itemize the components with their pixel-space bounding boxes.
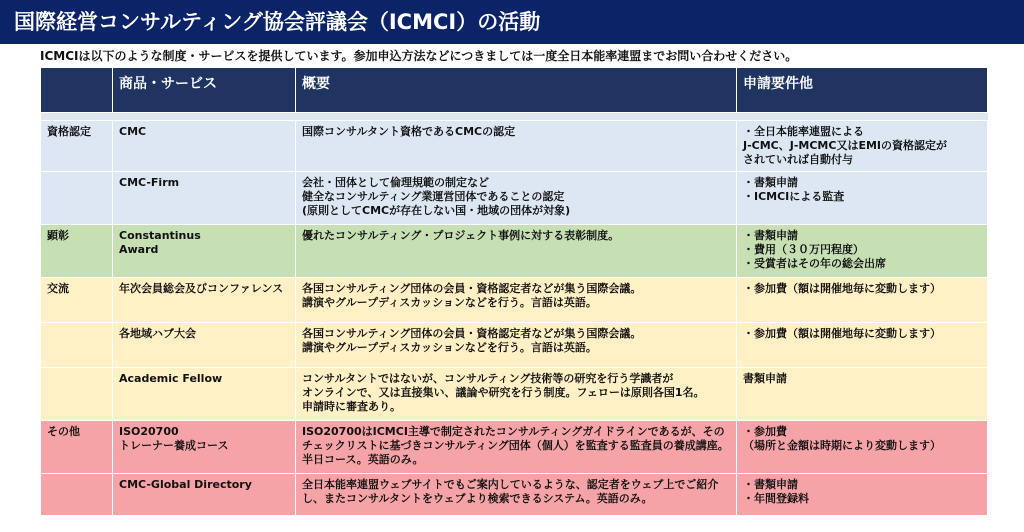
row-requirements: ・書類申請 ・費用（３０万円程度） ・受賞者はその年の総会出席 — [737, 225, 988, 278]
row-category — [41, 172, 113, 225]
table-row — [41, 172, 988, 225]
row-product: 年次会員総会及びコンファレンス — [113, 278, 296, 323]
row-category — [41, 474, 113, 516]
header-summary: 概要 — [296, 68, 737, 113]
row-product: CMC-Firm — [113, 172, 296, 225]
row-requirements: ・参加費（額は開催地毎に変動します） — [737, 278, 988, 323]
header-requirements: 申請要件他 — [737, 68, 988, 113]
page-title: 国際経営コンサルティング協会評議会（ICMCI）の活動 — [0, 0, 1024, 44]
row-product: 各地域ハブ大会 — [113, 323, 296, 368]
row-summary: ISO20700はICMCI主導で制定されたコンサルティングガイドラインであるが、そのチェックリストに基づきコンサルティング団体（個人）を監査する監査員の養成講座。半日コース。英語のみ。 — [296, 421, 737, 474]
row-requirements: ・書類申請 ・ICMCIによる監査 — [737, 172, 988, 225]
row-category: 顕彰 — [41, 225, 113, 278]
row-product: ISO20700 トレーナー養成コース — [113, 421, 296, 474]
row-category: 交流 — [41, 278, 113, 323]
row-product: Academic Fellow — [113, 368, 296, 421]
row-requirements: ・参加費（額は開催地毎に変動します） — [737, 323, 988, 368]
services-table — [40, 67, 988, 516]
row-summary: 優れたコンサルティング・プロジェクト事例に対する表彰制度。 — [296, 225, 737, 278]
row-requirements: 書類申請 — [737, 368, 988, 421]
header-spacer — [41, 113, 988, 121]
row-requirements: ・参加費 （場所と金額は時期により変動します） — [737, 421, 988, 474]
table-row — [41, 421, 988, 474]
row-product: Constantinus Award — [113, 225, 296, 278]
row-summary: コンサルタントではないが、コンサルティング技術等の研究を行う学識者が オンラインで、又は直接集い、議論や研究を行う制度。フェローは原則各国1名。 申請時に審査あり。 — [296, 368, 737, 421]
table-row — [41, 368, 988, 421]
row-category — [41, 368, 113, 421]
row-summary: 各国コンサルティング団体の会員・資格認定者などが集う国際会議。 講演やグループディスカッションなどを行う。言語は英語。 — [296, 323, 737, 368]
table-row — [41, 323, 988, 368]
row-summary: 各国コンサルティング団体の会員・資格認定者などが集う国際会議。 講演やグループディスカッションなどを行う。言語は英語。 — [296, 278, 737, 323]
table-row — [41, 474, 988, 516]
row-category: 資格認定 — [41, 121, 113, 172]
row-product: CMC — [113, 121, 296, 172]
row-category — [41, 323, 113, 368]
row-product: CMC-Global Directory — [113, 474, 296, 516]
row-summary: 国際コンサルタント資格であるCMCの認定 — [296, 121, 737, 172]
table-header-row — [41, 68, 988, 113]
table-row — [41, 278, 988, 323]
row-requirements: ・書類申請 ・年間登録料 — [737, 474, 988, 516]
header-category — [41, 68, 113, 113]
row-summary: 全日本能率連盟ウェブサイトでもご案内しているような、認定者をウェブ上でご紹介し、またコンサルタントをウェブより検索できるシステム。英語のみ。 — [296, 474, 737, 516]
table-row — [41, 225, 988, 278]
row-summary: 会社・団体として倫理規範の制定など 健全なコンサルティング業運営団体であることの認定 (原則としてCMCが存在しない国・地域の団体が対象) — [296, 172, 737, 225]
row-requirements: ・全日本能率連盟による J-CMC、J-MCMC又はEMIの資格認定が されていれば自動付与 — [737, 121, 988, 172]
row-category: その他 — [41, 421, 113, 474]
header-product: 商品・サービス — [113, 68, 296, 113]
intro-text: ICMCIは以下のような制度・サービスを提供しています。参加申込方法などにつきましては一度全日本能率連盟までお問い合わせください。 — [40, 49, 798, 63]
table-row — [41, 121, 988, 172]
